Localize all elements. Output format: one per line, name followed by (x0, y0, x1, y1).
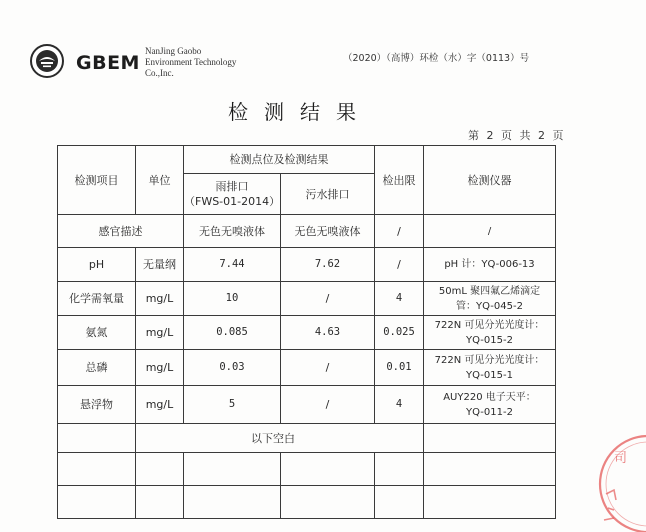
row-value-point2: / (281, 282, 375, 316)
row-item: 悬浮物 (58, 386, 136, 424)
row-unit: mg/L (136, 386, 184, 424)
table-row (58, 248, 556, 282)
row-value-point1: 0.03 (184, 350, 281, 386)
row-value-point1: 无色无嗅液体 (184, 215, 281, 248)
row-value-point2: / (281, 350, 375, 386)
table-row-empty (58, 453, 556, 486)
header-item: 检测项目 (58, 146, 136, 215)
page-title: 检测结果 (228, 100, 372, 124)
company-seal-stamp (596, 432, 646, 532)
table-row-blank-note (58, 424, 556, 453)
header-limit: 检出限 (375, 146, 424, 215)
row-limit: / (375, 248, 424, 282)
row-instrument: 722N 可见分光光度计： YQ-015-1 (424, 350, 556, 386)
company-name: NanJing Gaobo Environment Technology Co.,Inc. (145, 46, 237, 78)
results-table (57, 145, 556, 519)
row-instrument: 50mL 聚四氟乙烯滴定 管：YQ-045-2 (424, 282, 556, 316)
svg-text:司: 司 (614, 451, 628, 466)
row-unit: mg/L (136, 282, 184, 316)
row-item: 总磷 (58, 350, 136, 386)
row-limit: 4 (375, 282, 424, 316)
table-row (58, 386, 556, 424)
header-points-group: 检测点位及检测结果 (184, 146, 375, 174)
row-value-point2: 4.63 (281, 316, 375, 350)
row-unit: 无量纲 (136, 248, 184, 282)
company-logo-text: GBEM (76, 52, 140, 74)
table-header-row (58, 146, 556, 174)
row-unit: mg/L (136, 350, 184, 386)
page-number: 第 2 页 共 2 页 (468, 129, 566, 142)
row-item: 氨氮 (58, 316, 136, 350)
header-unit: 单位 (136, 146, 184, 215)
table-row (58, 282, 556, 316)
row-instrument: AUY220 电子天平： YQ-011-2 (424, 386, 556, 424)
row-value-point1: 5 (184, 386, 281, 424)
row-instrument: 722N 可见分光光度计： YQ-015-2 (424, 316, 556, 350)
row-value-point2: 无色无嗅液体 (281, 215, 375, 248)
table-row (58, 215, 556, 248)
header-instrument: 检测仪器 (424, 146, 556, 215)
header-point1: 雨排口 （FWS-01-2014） (184, 174, 281, 215)
row-unit: mg/L (136, 316, 184, 350)
row-item: 化学需氧量 (58, 282, 136, 316)
row-limit: / (375, 215, 424, 248)
row-value-point2: 7.62 (281, 248, 375, 282)
blank-note: 以下空白 (136, 424, 424, 453)
company-logo-icon (30, 44, 64, 78)
row-limit: 4 (375, 386, 424, 424)
row-instrument: / (424, 215, 556, 248)
page-header (0, 0, 646, 100)
row-value-point2: / (281, 386, 375, 424)
table-row-empty (58, 486, 556, 519)
table-row (58, 316, 556, 350)
row-limit: 0.025 (375, 316, 424, 350)
row-value-point1: 7.44 (184, 248, 281, 282)
table-row (58, 350, 556, 386)
row-instrument: pH 计：YQ-006-13 (424, 248, 556, 282)
row-value-point1: 0.085 (184, 316, 281, 350)
report-number: （2020）（高博）环检（水）字（0113）号 (343, 53, 530, 64)
row-value-point1: 10 (184, 282, 281, 316)
row-item: 感官描述 (58, 215, 184, 248)
header-point2: 污水排口 (281, 174, 375, 215)
row-item: pH (58, 248, 136, 282)
row-limit: 0.01 (375, 350, 424, 386)
